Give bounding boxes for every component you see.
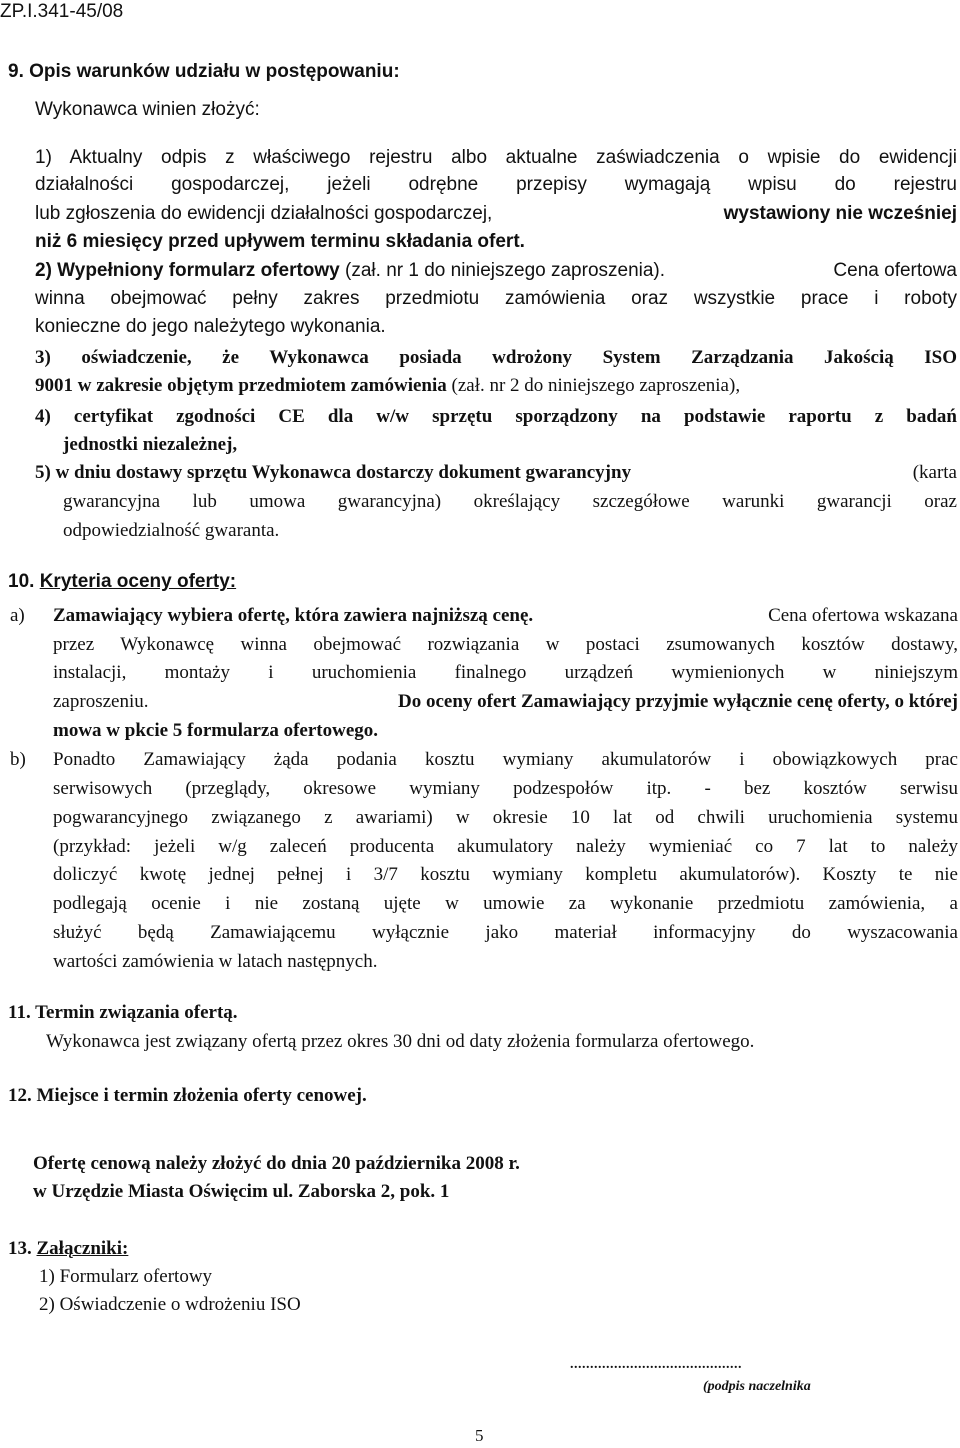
item-a-line-4b: Do oceny ofert Zamawiający przyjmie wyłącznie cenę oferty, o której — [398, 691, 958, 712]
item-b-line-6: podlegają ocenie i nie zostaną ujęte w umowie za wykonanie przedmiotu zamówienia, a — [53, 893, 958, 914]
item-b-marker: b) — [10, 749, 26, 770]
s9-line-6: winna obejmować pełny zakres przedmiotu zamówienia oraz wszystkie prace i roboty — [35, 288, 957, 309]
s9-line-12b: (karta — [912, 462, 957, 483]
section-11-text: Wykonawca jest związany ofertą przez okres 30 dni od daty złożenia formularza ofertowego. — [46, 1031, 755, 1052]
section-13-number: 13. — [8, 1238, 32, 1259]
item-b-line-7: służyć będą Zamawiającemu wyłącznie jako materiał informacyjny do wyszacowania — [53, 922, 958, 943]
s9-line-4: niż 6 miesięcy przed upływem terminu składania ofert. — [35, 231, 525, 252]
item-a-line-2: przez Wykonawcę winna obejmować rozwiązania w postaci zsumowanych kosztów dostawy, — [53, 634, 958, 655]
item-a-line-3: instalacji, montaży i uruchomienia finalnego urządzeń wymienionych w niniejszym — [53, 662, 958, 683]
item-b-line-1: Ponadto Zamawiający żąda podania kosztu wymiany akumulatorów i obowiązkowych prac — [53, 749, 958, 770]
item-a-line-1a: Zamawiający wybiera ofertę, która zawiera najniższą cenę. — [53, 605, 534, 626]
section-9-intro: Wykonawca winien złożyć: — [35, 99, 260, 120]
item-a-line-4a: zaproszeniu. — [53, 691, 149, 712]
section-12-heading: 12. Miejsce i termin złożenia oferty cenowej. — [8, 1085, 367, 1106]
section-9-heading: 9. Opis warunków udziału w postępowaniu: — [8, 61, 400, 82]
item-a-line-5: mowa w pkcie 5 formularza ofertowego. — [53, 720, 379, 741]
document-reference: ZP.I.341-45/08 — [0, 1, 124, 22]
section-13-heading — [8, 1238, 128, 1260]
item-b-line-4: (przykład: jeżeli w/g zaleceń producenta akumulatory należy wymieniać co 7 lat to należy — [53, 836, 958, 857]
s9-line-10: 4) certyfikat zgodności CE dla w/w sprzętu sporządzony na podstawie raportu z badań — [35, 406, 957, 427]
s9-line-9a: 9001 w zakresie objętym przedmiotem zamówienia — [35, 375, 447, 396]
item-b-line-8: wartości zamówienia w latach następnych. — [53, 951, 378, 972]
item-b-line-3: pogwarancyjnego związanego z awariami) w okresie 10 lat od chwili uruchomienia systemu — [53, 807, 958, 828]
section-11-heading: 11. Termin związania ofertą. — [8, 1002, 238, 1023]
section-10-title: Kryteria oceny oferty: — [39, 571, 237, 592]
s9-line-8: 3) oświadczenie, że Wykonawca posiada wdrożony System Zarządzania Jakością ISO — [35, 347, 957, 368]
s9-line-5a: 2) Wypełniony formularz ofertowy — [35, 260, 340, 281]
signature-line: ........................................... — [570, 1357, 742, 1372]
s9-line-13: gwarancyjna lub umowa gwarancyjna) określający szczegółowe warunki gwarancji oraz — [63, 491, 957, 512]
item-a-line-1 — [53, 605, 958, 627]
item-a-line-4 — [53, 691, 958, 713]
section-13-title: Załączniki: — [36, 1238, 129, 1259]
s9-line-9 — [35, 375, 740, 397]
s9-line-9b: (zał. nr 2 do niniejszego zaproszenia), — [451, 375, 741, 396]
s9-line-12a: 5) w dniu dostawy sprzętu Wykonawca dostarczy dokument gwarancyjny — [35, 462, 632, 483]
s9-line-2: działalności gospodarczej, jeżeli odrębne przepisy wymagają wpisu do rejestru — [35, 174, 957, 195]
s9-line-3a: lub zgłoszenia do ewidencji działalności gospodarczej, — [35, 203, 493, 224]
item-b-line-5: doliczyć kwotę jednej pełnej i 3/7 kosztu wymiany kompletu akumulatorów). Koszty te nie — [53, 864, 958, 885]
signature-caption: (podpis naczelnika — [703, 1379, 811, 1394]
s9-line-5b: (zał. nr 1 do niniejszego zaproszenia). — [345, 260, 666, 281]
attachment-item-2: 2) Oświadczenie o wdrożeniu ISO — [39, 1294, 301, 1315]
s9-line-3b: wystawiony nie wcześniej — [723, 203, 957, 224]
section-10-heading — [8, 571, 236, 593]
place-line: w Urzędzie Miasta Oświęcim ul. Zaborska 2, pok. 1 — [33, 1181, 450, 1202]
s9-line-5 — [35, 260, 957, 282]
s9-line-11: jednostki niezależnej, — [63, 434, 238, 455]
s9-line-1: 1) Aktualny odpis z właściwego rejestru albo aktualne zaświadczenia o wpisie do ewidencji — [35, 147, 957, 168]
s9-line-3 — [35, 203, 957, 225]
s9-line-12 — [35, 462, 957, 484]
s9-line-14: odpowiedzialność gwaranta. — [63, 520, 280, 541]
section-10-number: 10. — [8, 571, 35, 592]
item-a-line-1b: Cena ofertowa wskazana — [768, 605, 958, 626]
item-a-marker: a) — [10, 605, 25, 626]
s9-line-5c: Cena ofertowa — [833, 260, 957, 281]
deadline-line: Ofertę cenową należy złożyć do dnia 20 października 2008 r. — [33, 1153, 520, 1174]
attachment-item-1: 1) Formularz ofertowy — [39, 1266, 213, 1287]
page-number: 5 — [475, 1426, 484, 1445]
item-b-line-2: serwisowych (przeglądy, okresowe wymiany podzespołów itp. - bez kosztów serwisu — [53, 778, 958, 799]
s9-line-7: konieczne do jego należytego wykonania. — [35, 316, 386, 337]
